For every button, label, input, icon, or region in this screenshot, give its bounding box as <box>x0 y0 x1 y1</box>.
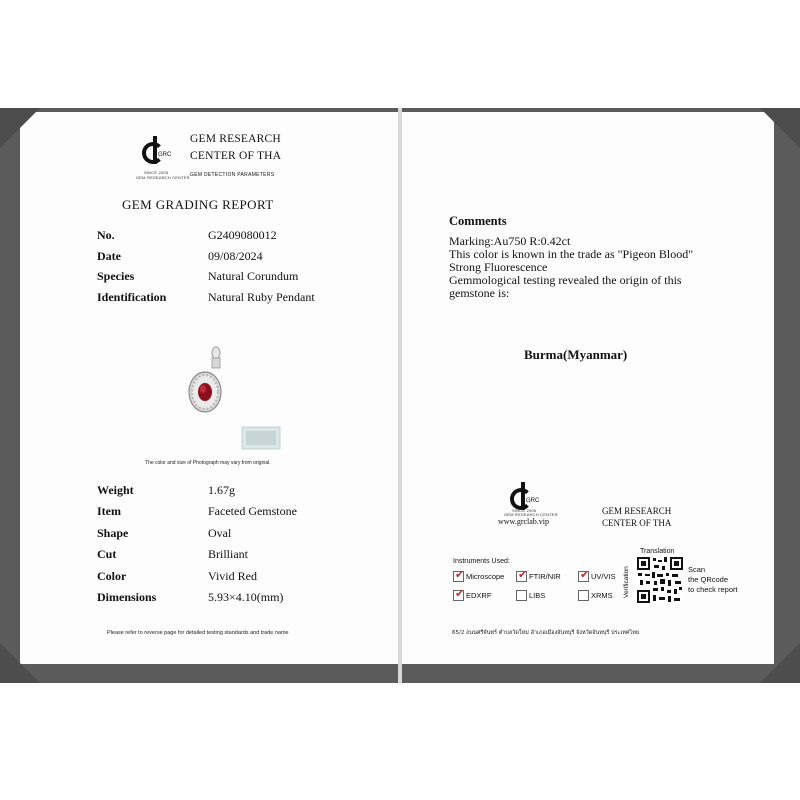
field-label-dimensions: Dimensions <box>97 590 157 604</box>
field-value-item: Faceted Gemstone <box>208 504 297 518</box>
checkbox-edxrf[interactable]: ✔ <box>455 587 465 600</box>
translation-label: Translation <box>640 548 675 555</box>
checkbox-microscope[interactable]: ✔ <box>455 568 465 581</box>
lab-name-line1: GEM RESEARCH <box>190 133 281 145</box>
scan-line: Scan <box>688 565 706 574</box>
field-label-species: Species <box>97 269 135 283</box>
comment-line: Marking:Au750 R:0.42ct <box>449 234 571 248</box>
field-value-shape: Oval <box>208 526 232 540</box>
field-value-weight: 1.67g <box>208 483 235 497</box>
instruments-heading: Instruments Used: <box>453 558 510 565</box>
field-label-shape: Shape <box>97 526 129 540</box>
field-label-no: No. <box>97 228 115 242</box>
field-value-identification: Natural Ruby Pendant <box>208 290 315 304</box>
lab-name-line2: CENTER OF THA <box>190 150 282 162</box>
logo-center-text: GEM RESEARCH CENTER <box>504 512 558 517</box>
instrument-label: Microscope <box>466 572 505 581</box>
field-label-identification: Identification <box>97 290 167 304</box>
photo-note: The color and size of Photograph may vary from original. <box>145 460 271 466</box>
comment-line: This color is known in the trade as "Pigeon Blood" <box>449 247 694 261</box>
field-label-color: Color <box>97 569 127 583</box>
comments-heading: Comments <box>449 214 507 228</box>
logo-center-text: GEM RESEARCH CENTER <box>136 175 190 180</box>
verification-label: Verification <box>623 566 630 598</box>
field-value-cut: Brilliant <box>208 547 248 561</box>
field-value-species: Natural Corundum <box>208 269 299 283</box>
instrument-label: XRMS <box>591 591 613 600</box>
field-value-color: Vivid Red <box>208 569 257 583</box>
grc-logo: GRC <box>504 482 544 516</box>
grc-logo: GRC <box>136 136 176 170</box>
lab-website: www.grclab.vip <box>498 517 550 526</box>
field-label-date: Date <box>97 249 121 263</box>
lab-tagline: GEM DETECTION PARAMETERS <box>190 172 275 178</box>
scan-line: to check report <box>688 585 738 594</box>
instrument-label: EDXRF <box>466 591 492 600</box>
field-label-item: Item <box>97 504 121 518</box>
folder-corners <box>0 108 800 683</box>
field-label-weight: Weight <box>97 483 134 497</box>
logo-since-text: SINCE 2005 <box>512 508 537 513</box>
lab-address: 65/2 ถนนศรีจันทร์ ตำบลวัดใหม่ อำเภอเมืองจันทบุรี จังหวัดจันทบุรี ประเทศไทย <box>452 630 640 636</box>
field-value-no: G2409080012 <box>208 228 277 242</box>
scan-line: the QRcode <box>688 575 729 584</box>
field-value-date: 09/08/2024 <box>208 249 263 263</box>
instrument-label: FTIR/NIR <box>529 572 561 581</box>
origin-result: Burma(Myanmar) <box>524 347 628 362</box>
comment-line: Strong Fluorescence <box>449 260 548 274</box>
instrument-label: LIBS <box>529 591 546 600</box>
logo-since-text: SINCE 2005 <box>144 170 169 175</box>
comment-line: gemstone is: <box>449 286 510 300</box>
comment-line: Gemmological testing revealed the origin of this <box>449 273 682 287</box>
report-title: GEM GRADING REPORT <box>122 197 274 212</box>
field-value-dimensions: 5.93×4.10(mm) <box>208 590 284 604</box>
lab-name-line2: CENTER OF THA <box>602 518 672 528</box>
checkbox-ftir[interactable]: ✔ <box>518 568 528 581</box>
footer-note: Please refer to reverse page for detailed testing standards and trade name <box>107 630 289 636</box>
checkbox-uvvis[interactable]: ✔ <box>580 568 590 581</box>
field-label-cut: Cut <box>97 547 117 561</box>
lab-name-line1: GEM RESEARCH <box>602 506 672 516</box>
instrument-label: UV/VIS <box>591 572 616 581</box>
